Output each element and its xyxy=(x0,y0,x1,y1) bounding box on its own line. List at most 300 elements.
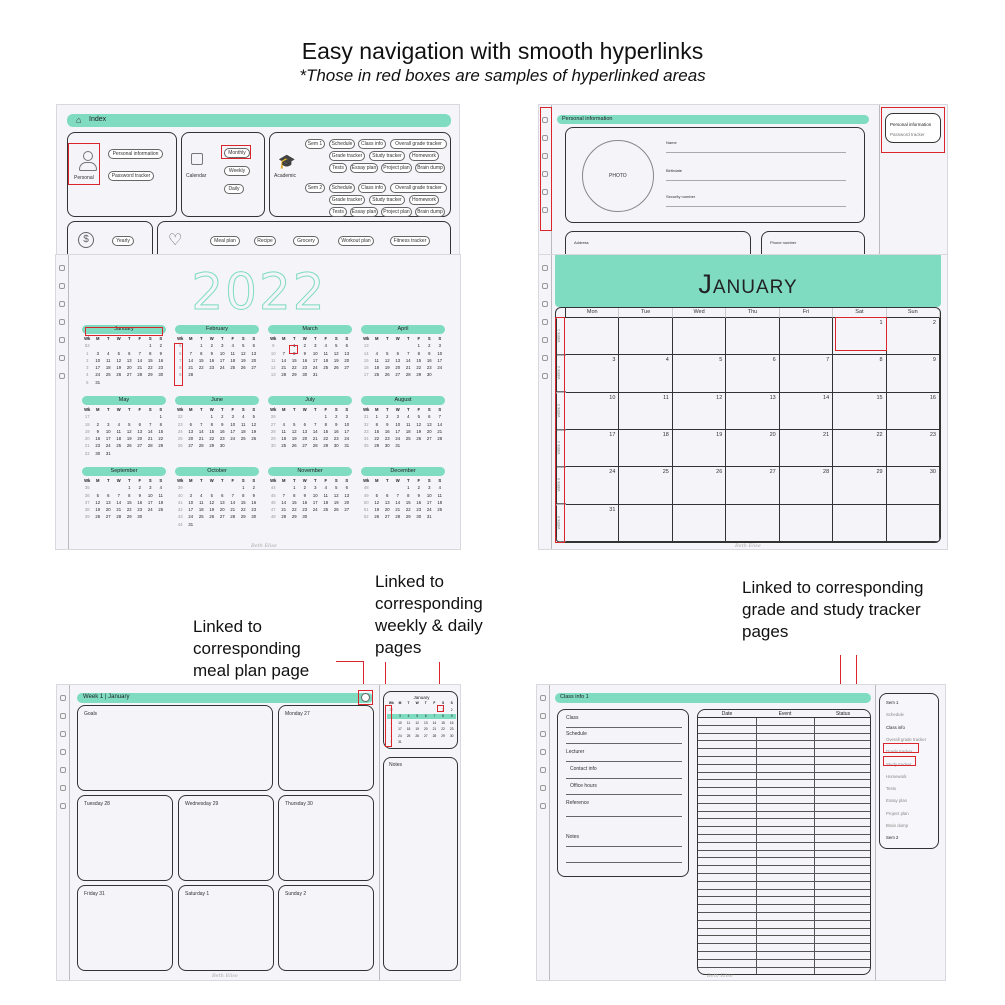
day-cell[interactable] xyxy=(186,484,197,491)
day-cell[interactable] xyxy=(228,371,239,378)
day-cell[interactable] xyxy=(156,513,167,520)
link-daily[interactable]: Daily xyxy=(224,184,244,194)
day-cell[interactable]: 24 xyxy=(395,436,401,442)
day-cell[interactable]: 23 xyxy=(95,443,101,449)
day-cell[interactable]: 22 xyxy=(126,507,132,513)
day-cell[interactable]: 21 xyxy=(198,436,204,442)
day-cell[interactable]: 13 xyxy=(344,350,350,356)
day-cell[interactable]: 21 xyxy=(281,365,287,371)
month-november[interactable] xyxy=(268,467,352,521)
table-row[interactable] xyxy=(698,936,871,944)
day-cell[interactable]: 12 xyxy=(126,428,132,434)
day-cell[interactable] xyxy=(207,521,218,528)
day-cell[interactable]: 31 xyxy=(344,443,350,449)
day-cell[interactable]: 19 xyxy=(240,357,246,363)
day-cell[interactable]: 14 xyxy=(405,357,411,363)
day-cell[interactable] xyxy=(196,521,207,528)
day-cell[interactable]: 28 xyxy=(281,372,287,378)
day-cell[interactable]: 6 xyxy=(396,350,399,356)
day-cell[interactable] xyxy=(403,342,414,349)
day-cell[interactable] xyxy=(393,484,404,491)
day-cell[interactable] xyxy=(310,513,321,520)
day-cell[interactable] xyxy=(435,442,446,449)
note-nav-icon[interactable] xyxy=(59,373,65,379)
day-cell[interactable]: 27 xyxy=(105,514,111,520)
day-cell[interactable]: 7 xyxy=(189,350,192,356)
mini-day[interactable]: 29 xyxy=(441,733,445,738)
table-row[interactable] xyxy=(698,765,871,773)
day-cell[interactable]: 23 xyxy=(251,507,257,513)
day-cell[interactable]: 27 xyxy=(137,443,143,449)
side-link-tests[interactable]: Tests xyxy=(886,786,897,792)
week-number[interactable]: 9 xyxy=(272,343,275,349)
ac1-grade-tracker[interactable]: Grade tracker xyxy=(329,151,365,161)
day-cell[interactable]: 23 xyxy=(137,507,143,513)
week-number[interactable]: 15 xyxy=(363,357,369,363)
day-cell[interactable]: 2 xyxy=(303,343,306,349)
day-cell[interactable] xyxy=(331,371,342,378)
week-number[interactable]: 35 xyxy=(84,485,90,491)
table-row[interactable] xyxy=(698,843,871,851)
day-cell[interactable]: 18 xyxy=(198,507,204,513)
day-cell[interactable]: 16 xyxy=(158,357,164,363)
day-cell[interactable] xyxy=(114,413,125,420)
day-cell[interactable]: 1 xyxy=(407,485,410,491)
day-cell[interactable] xyxy=(310,413,321,420)
day-cell[interactable]: 3 xyxy=(314,485,317,491)
day-cell[interactable]: 29 xyxy=(374,443,380,449)
week-number[interactable]: 44 xyxy=(270,485,276,491)
ac1-class-info[interactable]: Class info xyxy=(358,139,386,149)
mini-day[interactable]: 19 xyxy=(415,727,420,731)
month-name[interactable]: January xyxy=(82,325,166,334)
table-row[interactable] xyxy=(698,866,871,874)
day-cell[interactable]: 4 xyxy=(200,492,203,498)
field-name-line[interactable] xyxy=(666,152,846,153)
day-cell[interactable] xyxy=(135,379,146,386)
day-cell[interactable] xyxy=(619,318,672,355)
day-cell[interactable] xyxy=(726,318,779,355)
day-cell[interactable]: 6 xyxy=(252,343,255,349)
day-cell[interactable] xyxy=(103,484,114,491)
day-cell[interactable]: 10 xyxy=(230,421,236,427)
day-cell[interactable]: 24 xyxy=(312,507,318,513)
week-number[interactable]: 48 xyxy=(363,485,369,491)
week-number[interactable]: 34 xyxy=(363,436,369,442)
day-cell[interactable]: 30 xyxy=(158,372,164,378)
day-cell[interactable] xyxy=(414,442,425,449)
day-cell[interactable]: 10 xyxy=(344,421,350,427)
day-cell[interactable]: 10 xyxy=(147,492,153,498)
month-february[interactable] xyxy=(175,325,259,379)
day-cell[interactable]: 27 xyxy=(344,365,350,371)
day-cell[interactable]: 11 xyxy=(241,421,246,427)
day-cell[interactable]: 12 xyxy=(416,421,422,427)
day-cell[interactable]: 29 xyxy=(240,514,246,520)
side-personal-info[interactable]: Personal information xyxy=(890,122,932,127)
mini-day[interactable]: 21 xyxy=(432,727,437,731)
ac2-brain-dump[interactable]: Brain dump xyxy=(415,207,445,217)
day-cell[interactable]: 26 xyxy=(416,436,422,442)
day-cell[interactable] xyxy=(566,318,619,355)
day-cell[interactable]: 1 xyxy=(200,343,203,349)
mini-day[interactable]: 13 xyxy=(423,720,428,725)
day-cell[interactable]: 30 xyxy=(426,372,432,378)
day-cell[interactable]: 16 xyxy=(95,436,101,442)
cell-wednesday[interactable] xyxy=(178,795,274,881)
day-cell[interactable]: 29 xyxy=(416,372,422,378)
day-cell[interactable]: 13 xyxy=(137,428,143,434)
week-number[interactable]: 20 xyxy=(84,436,90,442)
side-link-sem-2[interactable]: Sem 2 xyxy=(886,835,899,841)
day-cell[interactable] xyxy=(279,484,290,491)
day-cell[interactable] xyxy=(114,342,125,349)
pen-nav-icon[interactable] xyxy=(59,355,65,361)
day-cell[interactable]: 17 xyxy=(219,357,225,363)
mini-day[interactable]: 2 xyxy=(450,707,453,712)
day-cell[interactable]: 13 xyxy=(384,499,390,505)
day-cell[interactable]: 9 xyxy=(303,492,306,498)
field-class-line[interactable] xyxy=(566,727,682,728)
day-cell[interactable]: 13 xyxy=(126,357,132,363)
day-cell[interactable] xyxy=(321,513,332,520)
week-number[interactable]: 39 xyxy=(84,514,90,520)
day-cell[interactable]: 30 xyxy=(137,514,143,520)
day-cell[interactable]: 14 xyxy=(116,499,122,505)
side-link-sem-1[interactable]: Sem 1 xyxy=(886,700,899,705)
day-cell[interactable]: 24 xyxy=(188,514,194,520)
week-number[interactable]: 22 xyxy=(177,414,183,420)
month-name[interactable]: July xyxy=(268,396,352,405)
ac2-schedule[interactable]: Schedule xyxy=(329,183,355,193)
day-cell[interactable]: 24 xyxy=(230,436,236,442)
note-nav-icon[interactable] xyxy=(60,803,66,809)
day-cell[interactable]: 28 xyxy=(147,443,153,449)
day-cell[interactable]: 24 xyxy=(95,372,101,378)
mini-day[interactable]: 12 xyxy=(415,720,420,725)
day-cell[interactable] xyxy=(124,450,135,457)
day-cell[interactable]: 16 xyxy=(137,499,143,505)
day-cell[interactable]: 11 xyxy=(323,492,328,498)
day-cell[interactable]: 1 xyxy=(242,485,245,491)
day-cell[interactable]: 30 xyxy=(302,514,308,520)
day-cell[interactable]: 1 xyxy=(324,414,327,420)
day-cell[interactable]: 24 xyxy=(566,467,619,504)
day-cell[interactable]: 23 xyxy=(333,436,339,442)
mini-day[interactable] xyxy=(413,739,422,746)
mini-day[interactable]: 17 xyxy=(398,727,402,731)
week-number[interactable]: 29 xyxy=(270,436,276,442)
mini-day[interactable]: 16 xyxy=(449,720,454,725)
field-lecturer-line[interactable] xyxy=(566,761,682,762)
day-cell[interactable] xyxy=(217,521,228,528)
field-security-line[interactable] xyxy=(666,206,846,207)
day-cell[interactable]: 15 xyxy=(209,428,215,434)
side-link-study-tracker[interactable]: Study tracker xyxy=(886,761,912,767)
day-cell[interactable]: 8 xyxy=(324,421,327,427)
table-row[interactable] xyxy=(698,890,871,898)
day-cell[interactable]: 4 xyxy=(107,350,110,356)
month-october[interactable] xyxy=(175,467,259,528)
day-cell[interactable]: 28 xyxy=(198,443,204,449)
day-cell[interactable] xyxy=(342,513,353,520)
day-cell[interactable]: 18 xyxy=(323,499,329,505)
day-cell[interactable]: 26 xyxy=(673,467,726,504)
day-cell[interactable]: 3 xyxy=(107,421,110,427)
day-cell[interactable] xyxy=(114,484,125,491)
day-cell[interactable] xyxy=(145,513,156,520)
side-link-project-plan[interactable]: Project plan xyxy=(886,810,909,816)
mini-day[interactable]: 6 xyxy=(424,714,427,718)
day-cell[interactable]: 26 xyxy=(116,372,122,378)
mini-week-number[interactable]: 52 xyxy=(389,707,394,712)
day-cell[interactable]: 17 xyxy=(230,428,236,434)
day-cell[interactable]: 15 xyxy=(374,428,380,434)
day-cell[interactable]: 4 xyxy=(282,421,285,427)
day-cell[interactable] xyxy=(342,371,353,378)
week-number[interactable]: 21 xyxy=(84,443,90,449)
day-cell[interactable]: 15 xyxy=(126,499,132,505)
day-cell[interactable]: 29 xyxy=(405,514,411,520)
day-cell[interactable]: 18 xyxy=(374,365,380,371)
day-cell[interactable]: 27 xyxy=(302,443,308,449)
week-tab[interactable]: WEEK 1 xyxy=(556,318,566,355)
day-cell[interactable]: 1 xyxy=(128,485,131,491)
heart-nav-icon[interactable] xyxy=(540,767,546,773)
day-cell[interactable] xyxy=(124,413,135,420)
day-cell[interactable]: 24 xyxy=(344,436,350,442)
day-cell[interactable]: 18 xyxy=(619,430,672,467)
day-cell[interactable]: 18 xyxy=(240,428,246,434)
day-cell[interactable]: 26 xyxy=(374,514,380,520)
day-cell[interactable]: 3 xyxy=(428,485,431,491)
day-cell[interactable] xyxy=(780,318,833,355)
day-cell[interactable]: 17 xyxy=(344,428,350,434)
calendar-nav-icon[interactable] xyxy=(60,731,66,737)
day-cell[interactable]: 21 xyxy=(312,436,318,442)
cell-tuesday[interactable] xyxy=(77,795,173,881)
day-cell[interactable]: 27 xyxy=(395,372,401,378)
mini-week-number[interactable]: 2 xyxy=(390,720,393,725)
day-cell[interactable]: 17 xyxy=(437,357,443,363)
day-cell[interactable]: 10 xyxy=(312,350,318,356)
day-cell[interactable] xyxy=(103,342,114,349)
day-cell[interactable]: 2 xyxy=(221,414,224,420)
day-cell[interactable] xyxy=(135,342,146,349)
day-cell[interactable]: 12 xyxy=(673,393,726,430)
week-number[interactable]: 46 xyxy=(270,499,276,505)
table-row[interactable] xyxy=(698,749,871,757)
table-row[interactable] xyxy=(698,960,871,968)
day-cell[interactable]: 28 xyxy=(312,443,318,449)
day-cell[interactable]: 30 xyxy=(384,443,390,449)
day-cell[interactable]: 12 xyxy=(374,499,380,505)
day-cell[interactable]: 21 xyxy=(780,430,833,467)
day-cell[interactable]: 6 xyxy=(221,492,224,498)
link-monthly[interactable]: Monthly xyxy=(224,148,250,158)
day-cell[interactable]: 2 xyxy=(386,414,389,420)
day-cell[interactable] xyxy=(249,371,260,378)
day-cell[interactable]: 5 xyxy=(375,492,378,498)
mini-day[interactable]: 20 xyxy=(423,727,428,731)
day-cell[interactable]: 16 xyxy=(209,357,215,363)
day-cell[interactable] xyxy=(435,513,446,520)
week-number[interactable]: 48 xyxy=(270,514,276,520)
day-cell[interactable]: 4 xyxy=(117,421,120,427)
day-cell[interactable] xyxy=(726,505,779,542)
day-cell[interactable]: 9 xyxy=(221,421,224,427)
day-cell[interactable]: 13 xyxy=(188,428,194,434)
calendar-nav-icon[interactable] xyxy=(540,731,546,737)
week-number[interactable]: 26 xyxy=(270,414,276,420)
week-number[interactable]: 5 xyxy=(179,343,182,349)
day-cell[interactable]: 13 xyxy=(426,421,432,427)
day-cell[interactable]: 2 xyxy=(210,343,213,349)
week-number[interactable]: 44 xyxy=(177,521,183,527)
day-cell[interactable] xyxy=(424,442,435,449)
week-number[interactable]: 32 xyxy=(363,421,369,427)
day-cell[interactable]: 18 xyxy=(405,428,411,434)
day-cell[interactable]: 17 xyxy=(566,430,619,467)
day-cell[interactable] xyxy=(145,379,156,386)
mini-day[interactable]: 24 xyxy=(398,733,402,738)
week-number[interactable]: 13 xyxy=(270,372,276,378)
side-link-class-info[interactable]: Class info xyxy=(886,724,905,730)
week-number[interactable]: 51 xyxy=(363,507,369,513)
month-september[interactable] xyxy=(82,467,166,521)
table-row[interactable] xyxy=(698,819,871,827)
day-cell[interactable]: 15 xyxy=(291,499,297,505)
day-cell[interactable]: 11 xyxy=(116,428,121,434)
table-row[interactable] xyxy=(698,874,871,882)
mini-day[interactable]: 7 xyxy=(433,714,436,718)
day-cell[interactable]: 22 xyxy=(833,430,886,467)
day-cell[interactable]: 9 xyxy=(96,428,99,434)
day-cell[interactable]: 20 xyxy=(126,365,132,371)
week-number[interactable]: 4 xyxy=(86,372,89,378)
table-row[interactable] xyxy=(698,858,871,866)
day-cell[interactable] xyxy=(103,413,114,420)
day-cell[interactable]: 6 xyxy=(107,492,110,498)
day-cell[interactable]: 7 xyxy=(282,350,285,356)
day-cell[interactable]: 26 xyxy=(95,514,101,520)
day-cell[interactable]: 31 xyxy=(105,450,111,456)
month-december[interactable] xyxy=(361,467,445,521)
month-name[interactable]: November xyxy=(268,467,352,476)
day-cell[interactable]: 27 xyxy=(251,365,257,371)
week-number[interactable]: 9 xyxy=(179,372,182,378)
day-cell[interactable]: 8 xyxy=(417,350,420,356)
day-cell[interactable]: 7 xyxy=(117,492,120,498)
day-cell[interactable]: 24 xyxy=(437,365,443,371)
mini-day[interactable]: 10 xyxy=(398,720,402,725)
day-cell[interactable]: 15 xyxy=(198,357,204,363)
day-cell[interactable]: 1 xyxy=(417,343,420,349)
day-cell[interactable]: 22 xyxy=(291,365,297,371)
link-fitness-tracker[interactable]: Fitness tracker xyxy=(390,236,430,246)
month-name[interactable]: May xyxy=(82,396,166,405)
day-cell[interactable]: 25 xyxy=(198,514,204,520)
day-cell[interactable] xyxy=(300,413,311,420)
day-cell[interactable]: 25 xyxy=(323,507,329,513)
day-cell[interactable]: 6 xyxy=(128,350,131,356)
link-workout-plan[interactable]: Workout plan xyxy=(338,236,374,246)
day-cell[interactable]: 1 xyxy=(833,318,886,355)
table-row[interactable] xyxy=(698,757,871,765)
week-number[interactable]: 27 xyxy=(270,421,276,427)
day-cell[interactable]: 12 xyxy=(291,428,297,434)
day-cell[interactable]: 5 xyxy=(96,492,99,498)
day-cell[interactable]: 15 xyxy=(405,499,411,505)
ac2-essay-plan[interactable]: Essay plan xyxy=(351,209,377,215)
note-nav-icon[interactable] xyxy=(542,373,548,379)
day-cell[interactable]: 2 xyxy=(303,485,306,491)
day-cell[interactable]: 5 xyxy=(293,421,296,427)
day-cell[interactable]: 16 xyxy=(416,499,422,505)
side-password-tracker[interactable]: Password tracker xyxy=(890,132,925,137)
day-cell[interactable] xyxy=(217,484,228,491)
day-cell[interactable]: 8 xyxy=(407,492,410,498)
day-cell[interactable]: 20 xyxy=(395,365,401,371)
day-cell[interactable] xyxy=(673,318,726,355)
ac1-tests[interactable]: Tests xyxy=(329,163,347,173)
day-cell[interactable]: 19 xyxy=(251,428,257,434)
day-cell[interactable]: 1 xyxy=(149,343,152,349)
pen-nav-icon[interactable] xyxy=(60,785,66,791)
week-number[interactable]: 19 xyxy=(84,428,90,434)
day-cell[interactable]: 23 xyxy=(426,365,432,371)
home-nav-icon[interactable] xyxy=(542,265,548,271)
ac1-project-plan[interactable]: Project plan xyxy=(381,163,412,173)
day-cell[interactable]: 30 xyxy=(95,450,101,456)
day-cell[interactable]: 21 xyxy=(137,365,143,371)
day-cell[interactable]: 1 xyxy=(210,414,213,420)
week-number[interactable]: 3 xyxy=(86,365,89,371)
day-cell[interactable] xyxy=(156,450,167,457)
day-cell[interactable]: 14 xyxy=(395,499,401,505)
week-number[interactable]: 24 xyxy=(177,428,183,434)
day-cell[interactable]: 10 xyxy=(312,492,318,498)
day-cell[interactable]: 10 xyxy=(437,350,443,356)
side-link-schedule[interactable]: Schedule xyxy=(886,712,904,718)
table-row[interactable] xyxy=(698,921,871,929)
day-cell[interactable]: 14 xyxy=(780,393,833,430)
ac2-class-info[interactable]: Class info xyxy=(358,183,386,193)
day-cell[interactable] xyxy=(135,450,146,457)
month-name[interactable]: October xyxy=(175,467,259,476)
day-cell[interactable]: 27 xyxy=(188,443,194,449)
mini-week-number[interactable]: 4 xyxy=(390,733,393,738)
day-cell[interactable]: 3 xyxy=(149,485,152,491)
day-cell[interactable]: 25 xyxy=(116,443,122,449)
day-cell[interactable]: 9 xyxy=(417,492,420,498)
week-number[interactable]: 33 xyxy=(363,428,369,434)
day-cell[interactable]: 22 xyxy=(405,507,411,513)
day-cell[interactable]: 18 xyxy=(105,365,111,371)
day-cell[interactable]: 2 xyxy=(887,318,940,355)
day-cell[interactable]: 30 xyxy=(219,443,225,449)
day-cell[interactable]: 22 xyxy=(291,507,297,513)
day-cell[interactable]: 4 xyxy=(324,485,327,491)
ac1-brain-dump[interactable]: Brain dump xyxy=(415,163,445,173)
day-cell[interactable]: 29 xyxy=(291,514,297,520)
day-cell[interactable]: 16 xyxy=(384,428,390,434)
day-cell[interactable] xyxy=(393,342,404,349)
day-cell[interactable]: 7 xyxy=(314,421,317,427)
day-cell[interactable]: 25 xyxy=(240,436,246,442)
day-cell[interactable]: 3 xyxy=(231,414,234,420)
day-cell[interactable]: 20 xyxy=(105,507,111,513)
